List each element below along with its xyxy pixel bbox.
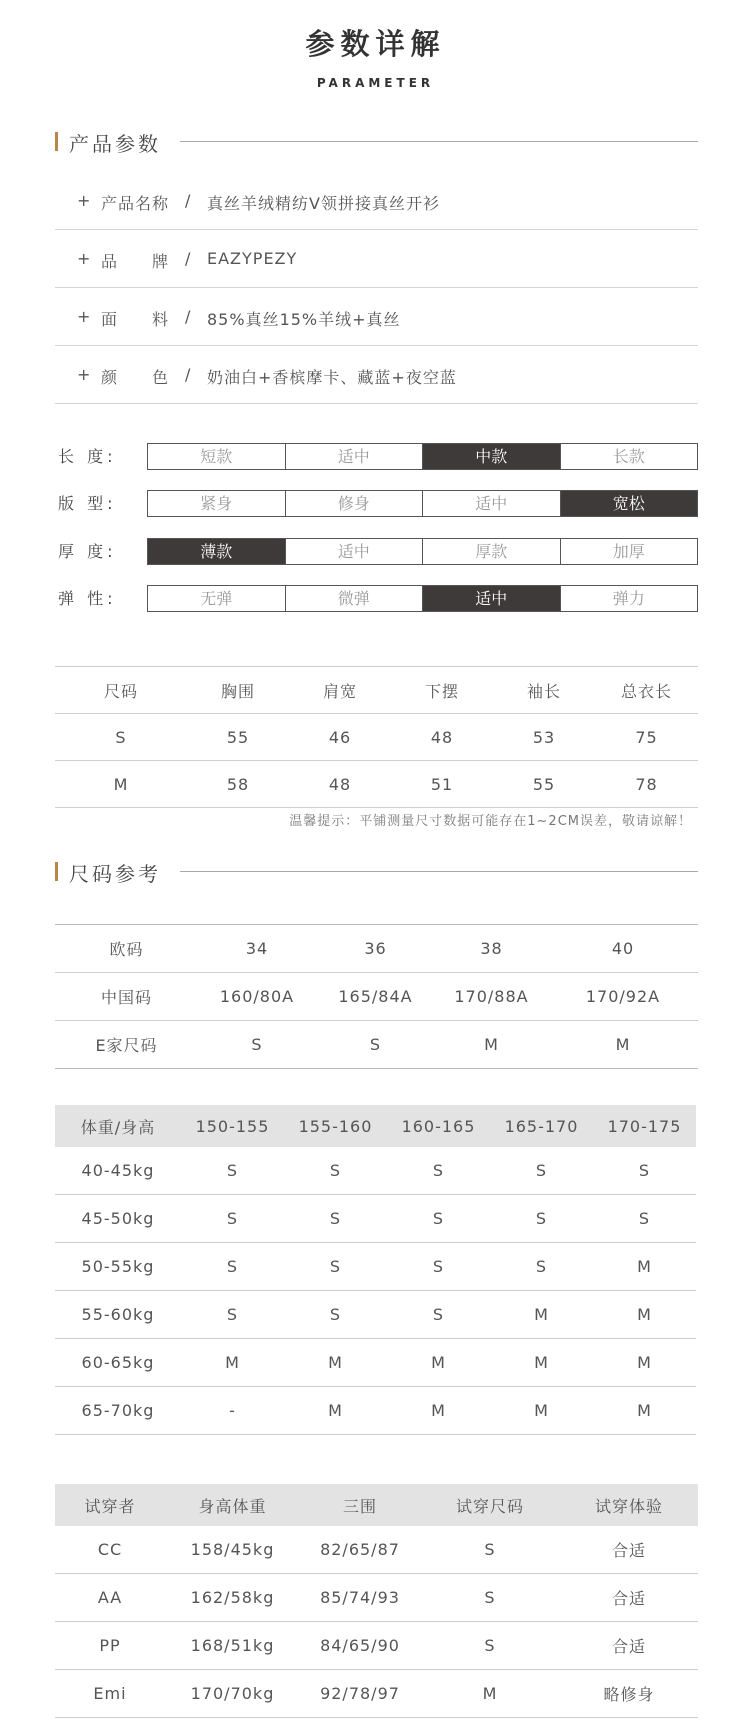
- table-cell: S: [387, 1195, 490, 1243]
- header-cell: 体重/身高: [55, 1105, 181, 1147]
- param-separator: /: [185, 365, 192, 384]
- table-header-row: [55, 1484, 698, 1526]
- product-param-row: [55, 347, 698, 404]
- table-cell: 92/78/97: [300, 1670, 420, 1718]
- table-cell: S: [284, 1243, 387, 1291]
- table-cell: M: [615, 1035, 631, 1054]
- table-row: [55, 1147, 696, 1195]
- table-cell: M: [284, 1387, 387, 1435]
- spec-option: 薄款: [148, 539, 286, 564]
- spec-option: 宽松: [561, 491, 698, 516]
- table-cell: 36: [316, 925, 435, 973]
- section-accent-bar: [55, 862, 58, 881]
- spec-scale: [147, 585, 698, 612]
- table-cell: 48: [391, 714, 493, 761]
- spec-option: 无弹: [148, 586, 286, 611]
- table-cell: 65-70kg: [55, 1387, 181, 1435]
- table-row: [55, 1339, 696, 1387]
- table-cell: 165/84A: [316, 973, 435, 1021]
- param-value: 真丝羊绒精纺V领拼接真丝开衫: [207, 194, 440, 213]
- spec-option: 弹力: [612, 589, 645, 608]
- product-param-row: [55, 231, 698, 288]
- table-cell: M: [387, 1339, 490, 1387]
- table-row: [55, 1291, 696, 1339]
- table-row: [55, 973, 698, 1021]
- header-cell: 170-175: [593, 1105, 696, 1147]
- table-cell: M: [490, 1291, 593, 1339]
- tryon-table: [55, 1484, 698, 1718]
- table-cell: 50-55kg: [55, 1243, 181, 1291]
- spec-option: 紧身: [148, 491, 286, 516]
- spec-option: 长款: [612, 447, 645, 466]
- param-value: 奶油白+香槟摩卡、藏蓝+夜空蓝: [207, 368, 457, 387]
- table-cell: 55: [493, 761, 595, 808]
- table-cell: S: [181, 1147, 284, 1195]
- table-cell: S: [490, 1243, 593, 1291]
- section-title: 产品参数: [69, 132, 161, 156]
- header-cell: 三围: [300, 1484, 420, 1526]
- table-cell: S: [284, 1147, 387, 1195]
- table-cell: M: [420, 1670, 560, 1718]
- section-divider: [180, 871, 698, 872]
- table-header-row: [55, 1105, 696, 1147]
- table-row: [55, 1574, 698, 1622]
- spec-label: 厚 度:: [58, 542, 117, 561]
- header-cell: 试穿尺码: [420, 1484, 560, 1526]
- measurement-note: 温馨提示：平铺测量尺寸数据可能存在1~2CM误差，敬请谅解！: [289, 814, 692, 829]
- table-cell: M: [484, 1035, 499, 1054]
- spec-option: 修身: [286, 491, 424, 516]
- param-separator: /: [185, 191, 192, 210]
- param-separator: /: [185, 307, 192, 326]
- table-cell: 78: [595, 761, 698, 808]
- param-value: 85%真丝15%羊绒+真丝: [207, 310, 401, 329]
- spec-label: 版 型:: [58, 494, 117, 513]
- header-cell: 尺码: [55, 667, 187, 714]
- table-cell: S: [55, 714, 187, 761]
- table-cell: M: [593, 1339, 696, 1387]
- table-cell: 46: [289, 714, 391, 761]
- table-cell: 38: [435, 925, 548, 973]
- table-row: [55, 1021, 698, 1069]
- param-label: 颜 色: [101, 368, 170, 387]
- page-subtitle: PARAMETER: [316, 76, 435, 90]
- table-cell: M: [490, 1387, 593, 1435]
- table-cell: S: [284, 1291, 387, 1339]
- section-header-product: [55, 128, 698, 154]
- table-cell: S: [284, 1195, 387, 1243]
- table-row: [55, 925, 698, 973]
- param-value: EAZYPEZY: [207, 249, 298, 268]
- table-cell: S: [251, 1035, 263, 1054]
- section-title: 尺码参考: [69, 862, 161, 886]
- table-cell: 53: [493, 714, 595, 761]
- spec-option: 适中: [423, 586, 561, 611]
- table-cell: S: [593, 1147, 696, 1195]
- table-cell: AA: [55, 1574, 165, 1622]
- table-cell: 160/80A: [198, 973, 316, 1021]
- table-cell: M: [490, 1339, 593, 1387]
- section-accent-bar: [55, 132, 58, 151]
- param-label: 面 料: [101, 310, 170, 329]
- table-cell: 85/74/93: [300, 1574, 420, 1622]
- param-label: 产品名称: [101, 194, 170, 213]
- table-cell: 170/88A: [435, 973, 548, 1021]
- header-cell: 155-160: [284, 1105, 387, 1147]
- table-cell: 60-65kg: [55, 1339, 181, 1387]
- table-row: [55, 1526, 698, 1574]
- table-row: [55, 1670, 698, 1718]
- table-cell: 34: [198, 925, 316, 973]
- spec-option: 微弹: [286, 586, 424, 611]
- table-cell: M: [55, 761, 187, 808]
- size-reference-table: [55, 924, 698, 1069]
- page-title: 参数详解: [305, 27, 446, 61]
- table-cell: M: [593, 1291, 696, 1339]
- table-cell: M: [387, 1387, 490, 1435]
- spec-scale: [147, 443, 698, 470]
- spec-option: 中款: [423, 444, 561, 469]
- table-cell: 170/70kg: [165, 1670, 300, 1718]
- table-cell: 158/45kg: [165, 1526, 300, 1574]
- table-cell: S: [387, 1291, 490, 1339]
- table-cell: 合适: [560, 1574, 698, 1622]
- param-separator: /: [185, 249, 192, 268]
- product-param-row: [55, 173, 698, 230]
- table-cell: 合适: [560, 1526, 698, 1574]
- table-cell: S: [369, 1035, 382, 1054]
- table-cell: 82/65/87: [300, 1526, 420, 1574]
- table-cell: M: [181, 1339, 284, 1387]
- table-cell: S: [420, 1574, 560, 1622]
- table-cell: M: [593, 1243, 696, 1291]
- table-cell: 162/58kg: [165, 1574, 300, 1622]
- table-cell: 58: [187, 761, 289, 808]
- table-cell: 55-60kg: [55, 1291, 181, 1339]
- spec-option: 适中: [286, 444, 424, 469]
- section-divider: [180, 141, 698, 142]
- table-row: [55, 1243, 696, 1291]
- table-cell: S: [181, 1195, 284, 1243]
- spec-scale: [147, 490, 698, 517]
- param-label: 品 牌: [101, 252, 170, 271]
- spec-label: 长 度:: [58, 447, 117, 466]
- table-cell: 45-50kg: [55, 1195, 181, 1243]
- spec-option: 短款: [148, 444, 286, 469]
- table-cell: 51: [391, 761, 493, 808]
- table-cell: M: [593, 1387, 696, 1435]
- table-cell: 略修身: [560, 1670, 698, 1718]
- table-cell: 40-45kg: [55, 1147, 181, 1195]
- table-cell: 75: [595, 714, 698, 761]
- table-cell: 中国码: [55, 973, 198, 1021]
- table-row: [55, 761, 698, 808]
- spec-option: 适中: [423, 491, 561, 516]
- table-cell: 欧码: [55, 925, 198, 973]
- section-header-size: [55, 858, 698, 884]
- table-row: [55, 1387, 696, 1435]
- plus-icon: +: [77, 249, 92, 268]
- table-cell: E家尺码: [95, 1036, 158, 1055]
- table-cell: PP: [55, 1622, 165, 1670]
- table-cell: S: [593, 1195, 696, 1243]
- plus-icon: +: [77, 191, 92, 210]
- header-cell: 身高体重: [165, 1484, 300, 1526]
- spec-label: 弹 性:: [58, 589, 117, 608]
- weight-height-table: [55, 1105, 696, 1435]
- spec-option: 加厚: [612, 542, 645, 561]
- table-cell: -: [181, 1387, 284, 1435]
- table-row: [55, 1622, 698, 1670]
- table-cell: 170/92A: [548, 973, 698, 1021]
- plus-icon: +: [77, 365, 92, 384]
- table-cell: 55: [187, 714, 289, 761]
- table-cell: Emi: [55, 1670, 165, 1718]
- table-cell: S: [420, 1622, 560, 1670]
- table-cell: S: [387, 1243, 490, 1291]
- header-cell: 胸围: [187, 667, 289, 714]
- table-cell: S: [181, 1243, 284, 1291]
- header-cell: 试穿体验: [560, 1484, 698, 1526]
- plus-icon: +: [77, 307, 92, 326]
- header-cell: 总衣长: [595, 667, 698, 714]
- table-cell: 合适: [560, 1622, 698, 1670]
- header-cell: 袖长: [493, 667, 595, 714]
- table-row: [55, 714, 698, 761]
- table-cell: 40: [548, 925, 698, 973]
- table-cell: S: [490, 1195, 593, 1243]
- table-cell: M: [284, 1339, 387, 1387]
- table-row: [55, 1195, 696, 1243]
- product-param-row: [55, 289, 698, 346]
- header-cell: 肩宽: [289, 667, 391, 714]
- table-cell: S: [420, 1526, 560, 1574]
- table-cell: S: [490, 1147, 593, 1195]
- spec-scale: [147, 538, 698, 565]
- table-cell: 84/65/90: [300, 1622, 420, 1670]
- table-cell: S: [181, 1291, 284, 1339]
- header-cell: 试穿者: [55, 1484, 165, 1526]
- header-cell: 下摆: [391, 667, 493, 714]
- header-cell: 160-165: [387, 1105, 490, 1147]
- header-cell: 165-170: [490, 1105, 593, 1147]
- table-cell: 168/51kg: [165, 1622, 300, 1670]
- table-header-row: [55, 667, 698, 714]
- table-cell: 48: [289, 761, 391, 808]
- table-cell: S: [387, 1147, 490, 1195]
- spec-option: 适中: [286, 539, 424, 564]
- header-cell: 150-155: [181, 1105, 284, 1147]
- measurement-table: [55, 666, 698, 808]
- table-cell: CC: [55, 1526, 165, 1574]
- spec-option: 厚款: [423, 539, 561, 564]
